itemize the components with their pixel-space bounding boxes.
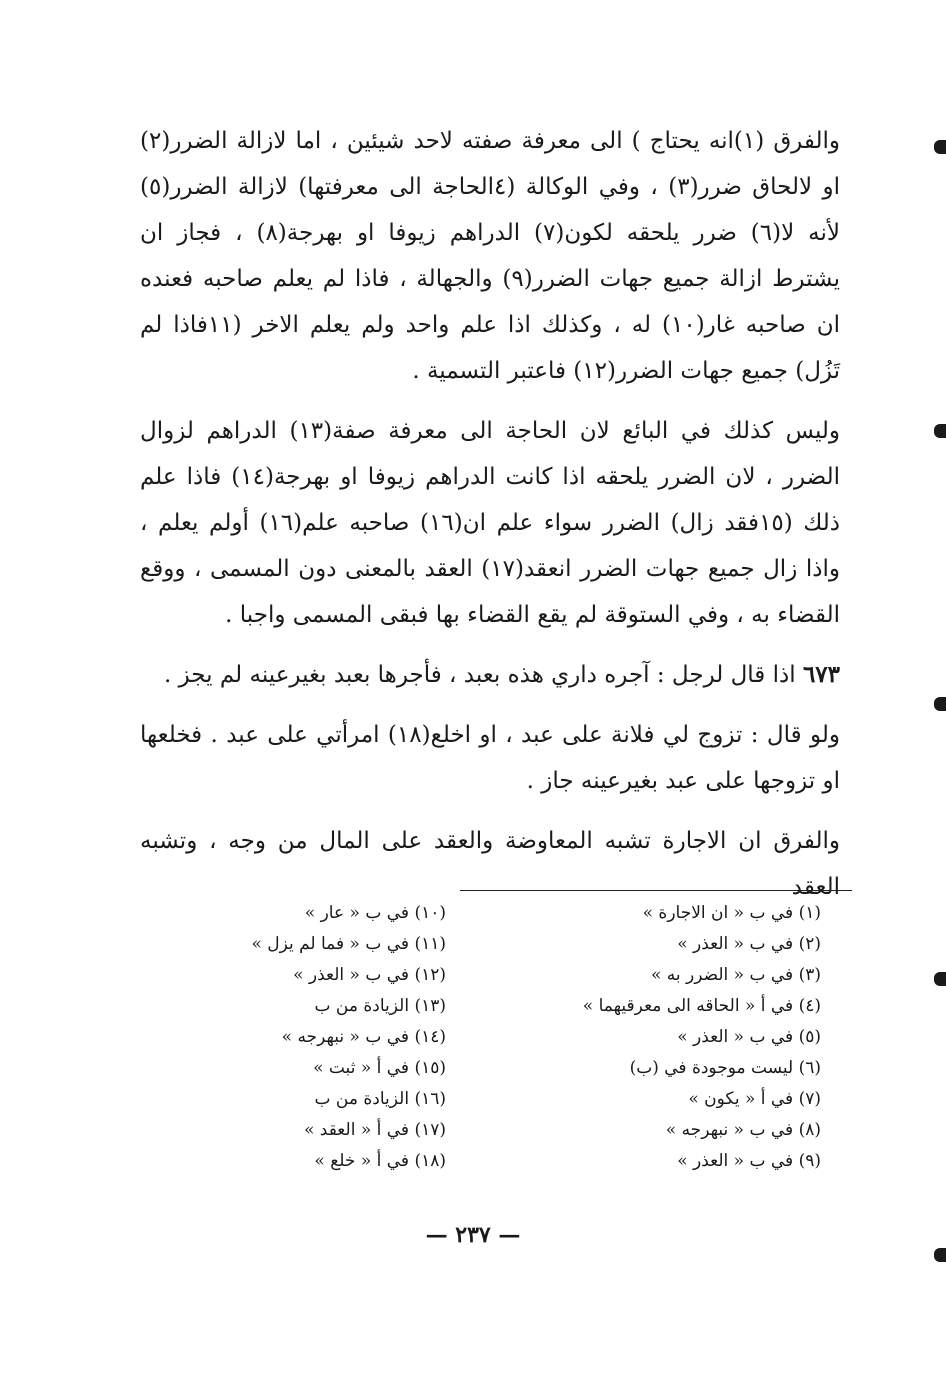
main-text <box>140 118 840 924</box>
footnote-5: (٥) في ب « العذر » <box>677 1027 821 1047</box>
footnote-17: (١٧) في أ « العقد » <box>303 1120 446 1140</box>
binding-mark <box>934 972 946 986</box>
footnote-6: (٦) ليست موجودة في (ب) <box>629 1058 821 1078</box>
page-number: — ٢٣٧ — <box>425 1222 521 1248</box>
footnote-3: (٣) في ب « الضرر به » <box>650 965 821 985</box>
footnote-16: (١٦) الزيادة من ب <box>314 1089 446 1109</box>
paragraph-2: وليس كذلك في البائع لان الحاجة الى معرفة صفة(١٣) الدراهم لزوال الضرر ، لان الضرر يلحقه اذا كانت الدراهم زيوفا او بهرجة(١٤) فاذا علم ذلك (١٥فقد زال) الضرر سواء علم ان(١٦) صاحبه علم(١٦) أولم يعلم ، واذا زال جميع جهات الضرر انعقد(١٧) العقد بالمعنى دون المسمى ، ووقع القضاء به ، وفي الستوقة لم يقع القضاء بها فبقى المسمى واجبا . <box>140 418 840 628</box>
footnotes-right-column <box>582 898 821 1177</box>
binding-mark <box>934 697 946 711</box>
footnote-12: (١٢) في ب « العذر » <box>293 965 446 985</box>
binding-mark <box>934 140 946 154</box>
issue-text: اذا قال لرجل : آجره داري هذه بعبد ، فأجرها بعبد بغيرعينه لم يجز . <box>163 662 796 688</box>
footnote-9: (٩) في ب « العذر » <box>677 1151 821 1171</box>
paragraph-3 <box>140 652 840 698</box>
footnote-8: (٨) في ب « نبهرجه » <box>665 1120 821 1140</box>
footnote-10: (١٠) في ب « عار » <box>304 903 446 923</box>
issue-number: ٦٧٣ <box>802 661 840 688</box>
footnote-15: (١٥) في أ « ثبت » <box>313 1058 446 1078</box>
footnote-divider <box>460 890 852 891</box>
footnotes-left-column <box>246 898 446 1177</box>
binding-mark <box>934 424 946 438</box>
paragraph-5: والفرق ان الاجارة تشبه المعاوضة والعقد على المال من وجه ، وتشبه العقد <box>140 828 840 900</box>
binding-mark <box>934 1248 946 1262</box>
paragraph-1: والفرق (١)انه يحتاج ) الى معرفة صفته لاحد شيئين ، اما لازالة الضرر(٢) او لالحاق ضرر(٣) ، وفي الوكالة (٤الحاجة الى معرفتها) لازالة الضرر(٥) لأنه لا(٦) ضرر يلحقه لكون(٧) الدراهم زيوفا او بهرجة(٨) ، فجاز ان يشترط ازالة جميع جهات الضرر(٩) والجهالة ، فاذا لم يعلم صاحبه فعنده ان صاحبه غار(١٠) له ، وكذلك اذا علم واحد ولم يعلم الاخر (١١فاذا لم تَزُل) جميع جهات الضرر(١٢) فاعتبر التسمية . <box>140 128 841 384</box>
footnote-13: (١٣) الزيادة من ب <box>314 996 446 1016</box>
footnote-14: (١٤) في ب « نبهرجه » <box>281 1027 446 1047</box>
footnote-7: (٧) في أ « يكون » <box>688 1089 821 1109</box>
footnote-2: (٢) في ب « العذر » <box>677 934 821 954</box>
footnote-4: (٤) في أ « الحاقه الى معرقيهما » <box>582 996 821 1016</box>
paragraph-4: ولو قال : تزوج لي فلانة على عبد ، او اخلع(١٨) امرأتي على عبد . فخلعها او تزوجها على عبد بغيرعينه جاز . <box>140 722 840 794</box>
footnote-18: (١٨) في أ « خلع » <box>314 1151 446 1171</box>
footnote-11: (١١) في ب « فما لم يزل » <box>251 934 446 954</box>
footnote-1: (١) في ب « ان الاجارة » <box>642 903 821 923</box>
